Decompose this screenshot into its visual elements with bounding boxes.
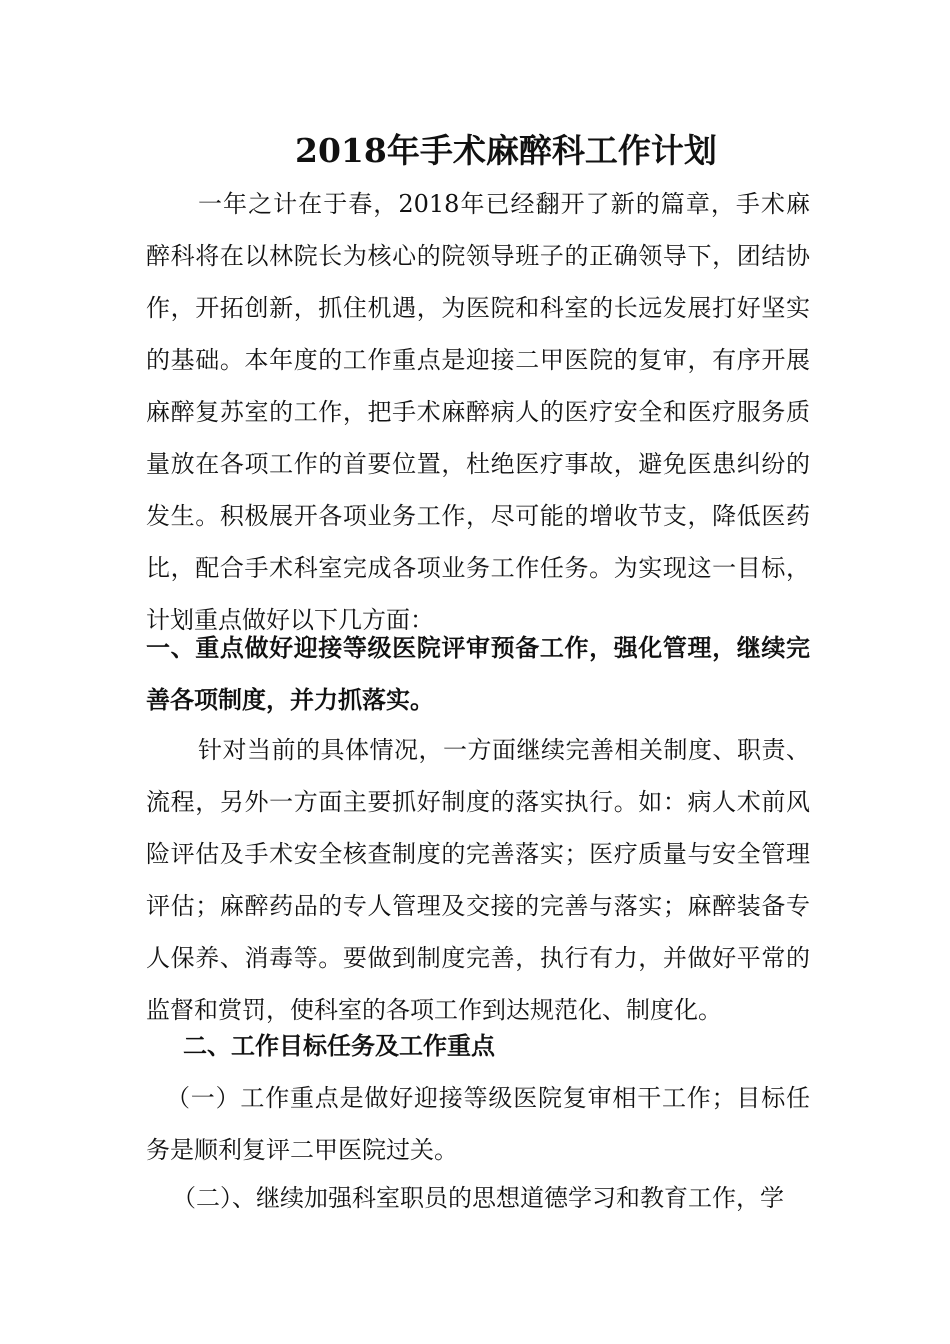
- list-item-2: （二）、继续加强科室职员的思想道德学习和教育工作，学: [172, 1184, 784, 1212]
- list-item-1: （一）工作重点是做好迎接等级医院复审相干工作；目标任务是顺利复评二甲医院过关。: [146, 1084, 810, 1164]
- section-heading-2: 二、工作目标任务及工作重点: [183, 1031, 495, 1060]
- intro-paragraph: 一年之计在于春，2018年已经翻开了新的篇章，手术麻醉科将在以林院长为核心的院领导班子的正确领导下，团结协作，开拓创新，抓住机遇，为医院和科室的长远发展打好坚实的基础。本年度的工作重点是迎接二甲医院的复审，有序开展麻醉复苏室的工作，把手术麻醉病人的医疗安全和医疗服务质量放在各项工作的首要位置，杜绝医疗事故，避免医患纠纷的发生。积极展开各项业务工作，尽可能的增收节支，降低医药比，配合手术科室完成各项业务工作任务。为实现这一目标，计划重点做好以下几方面：: [146, 190, 810, 634]
- document-title: 2018年手术麻醉科工作计划: [295, 131, 717, 170]
- section-heading-1: 一、重点做好迎接等级医院评审预备工作，强化管理，继续完善各项制度，并力抓落实。: [146, 633, 810, 714]
- measures-paragraph: 针对当前的具体情况，一方面继续完善相关制度、职责、流程，另外一方面主要抓好制度的落实执行。如：病人术前风险评估及手术安全核查制度的完善落实；医疗质量与安全管理评估；麻醉药品的专人管理及交接的完善与落实；麻醉装备专人保养、消毒等。要做到制度完善，执行有力，并做好平常的监督和赏罚，使科室的各项工作到达规范化、制度化。: [146, 736, 810, 1024]
